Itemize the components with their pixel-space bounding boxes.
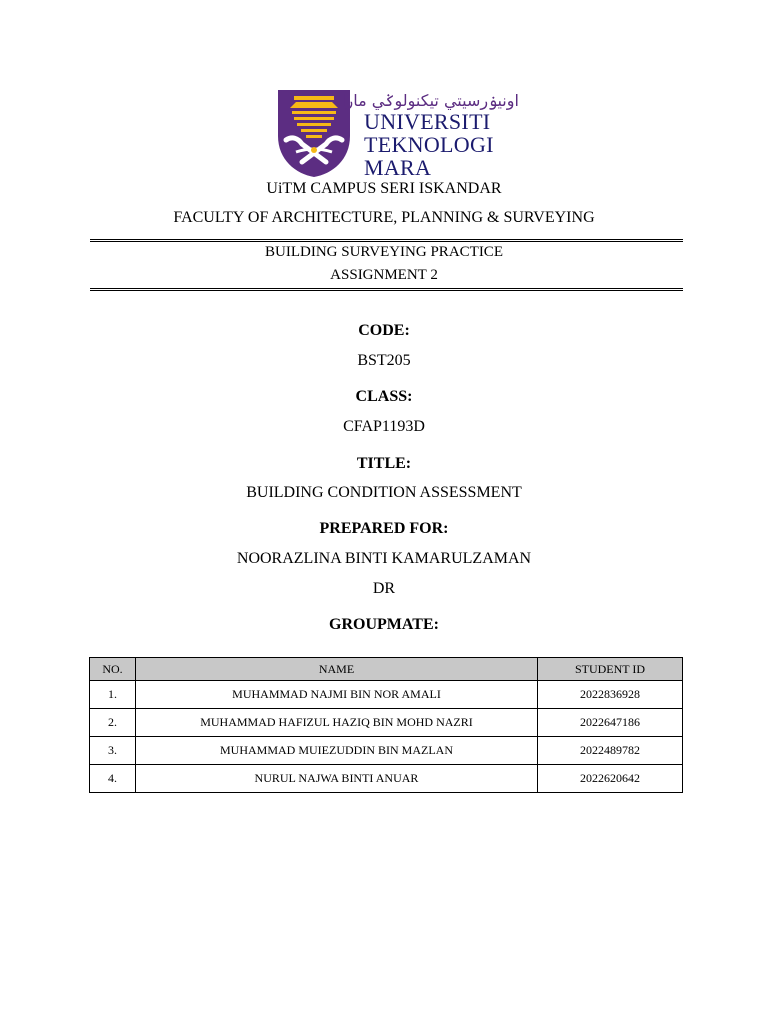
assignment-number: ASSIGNMENT 2 <box>330 267 438 283</box>
header-name: NAME <box>136 658 538 681</box>
cell-no: 4. <box>90 765 136 793</box>
prepared-for-title: DR <box>372 580 396 597</box>
title-value: BUILDING CONDITION ASSESSMENT <box>246 484 522 501</box>
groupmate-table <box>89 657 683 793</box>
cell-name: MUHAMMAD HAFIZUL HAZIQ BIN MOHD NAZRI <box>136 709 538 737</box>
campus-name: UiTM CAMPUS SERI ISKANDAR <box>266 180 502 197</box>
cell-student-id: 2022647186 <box>538 709 683 737</box>
cell-student-id: 2022836928 <box>538 681 683 709</box>
code-label: CODE: <box>358 322 410 339</box>
uitm-logo <box>276 88 519 180</box>
cell-student-id: 2022620642 <box>538 765 683 793</box>
code-value: BST205 <box>357 352 411 369</box>
cell-no: 3. <box>90 737 136 765</box>
table-header-row <box>90 658 683 681</box>
table-row <box>90 681 683 709</box>
logo-line-1: UNIVERSITI <box>364 109 491 134</box>
double-rule-bottom <box>90 288 683 291</box>
course-name: BUILDING SURVEYING PRACTICE <box>265 244 503 260</box>
table-row <box>90 765 683 793</box>
class-label: CLASS: <box>355 388 413 405</box>
svg-text:اونيۏرسيتي تيکنولوݢي مارا: اونيۏرسيتي تيکنولوݢي مارا <box>341 91 519 110</box>
header-student-id: STUDENT ID <box>538 658 683 681</box>
logo-line-2: TEKNOLOGI <box>364 132 494 157</box>
logo-university-name <box>364 110 514 179</box>
table-row <box>90 709 683 737</box>
faculty-name: FACULTY OF ARCHITECTURE, PLANNING & SURVEYING <box>173 209 595 226</box>
cell-student-id: 2022489782 <box>538 737 683 765</box>
cell-name: NURUL NAJWA BINTI ANUAR <box>136 765 538 793</box>
header-no: NO. <box>90 658 136 681</box>
title-label: TITLE: <box>356 455 412 472</box>
prepared-for-name: NOORAZLINA BINTI KAMARULZAMAN <box>236 550 532 567</box>
cell-no: 2. <box>90 709 136 737</box>
table-row <box>90 737 683 765</box>
logo-line-3: MARA <box>364 155 432 180</box>
cell-name: MUHAMMAD NAJMI BIN NOR AMALI <box>136 681 538 709</box>
cell-no: 1. <box>90 681 136 709</box>
double-rule-top <box>90 239 683 242</box>
groupmate-label: GROUPMATE: <box>329 616 439 633</box>
prepared-for-label: PREPARED FOR: <box>319 520 449 537</box>
cell-name: MUHAMMAD MUIEZUDDIN BIN MAZLAN <box>136 737 538 765</box>
class-value: CFAP1193D <box>343 418 425 435</box>
